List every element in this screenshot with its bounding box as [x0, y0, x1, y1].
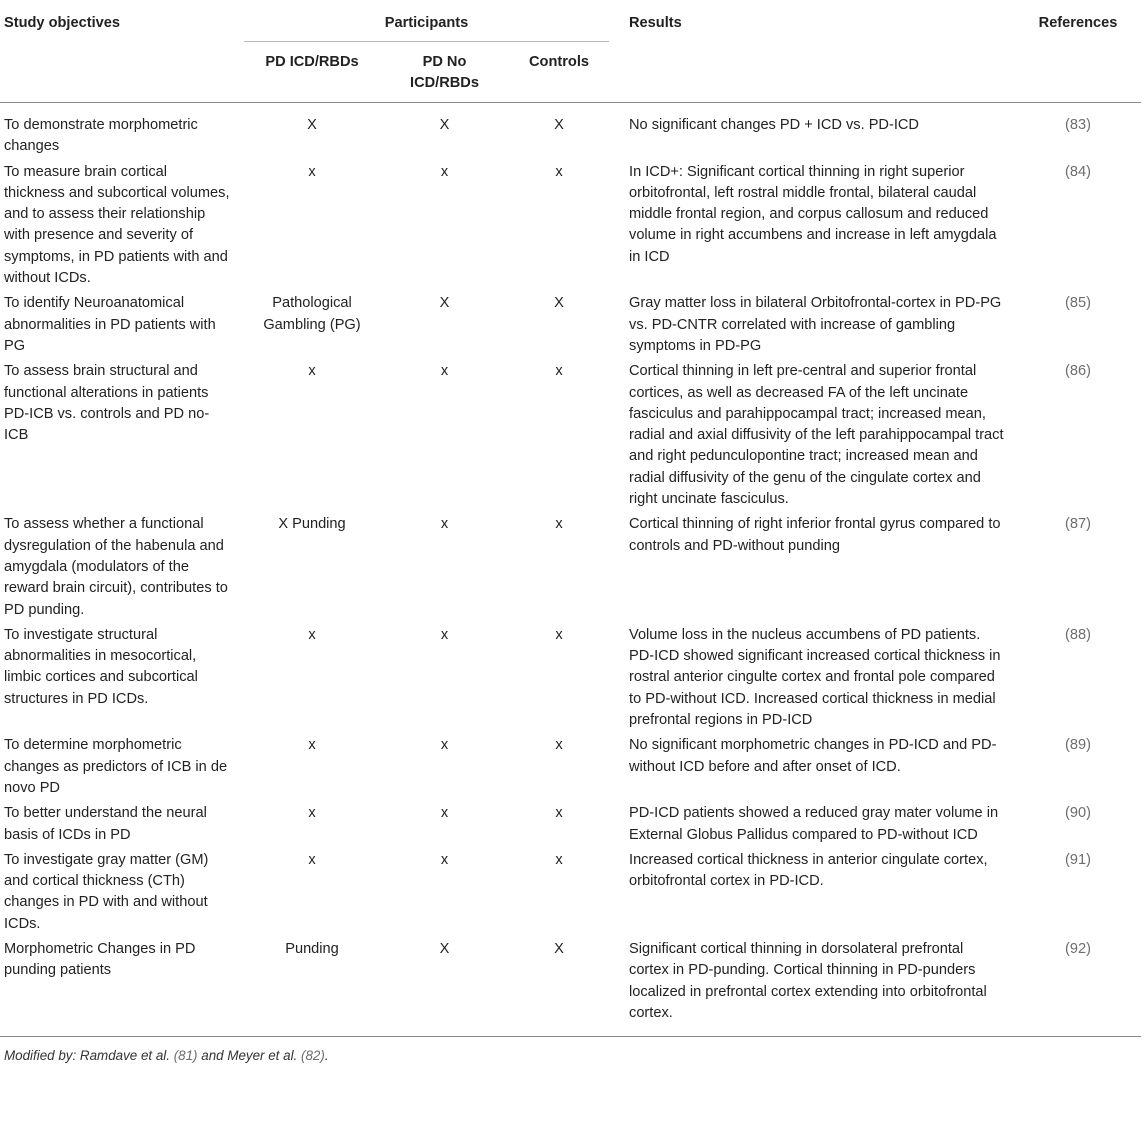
footnote-prefix: Modified by: Ramdave et al.: [4, 1048, 174, 1064]
cell-reference: [1015, 293, 1141, 361]
cell-objective: To demonstrate morphometric changes: [4, 117, 198, 155]
cell-pd-no-icd: X: [439, 295, 450, 312]
cell-controls: X: [554, 295, 564, 312]
cell-results: Cortical thinning of right inferior frontal gyrus compared to controls and PD-without punding: [629, 516, 1001, 554]
cell-pd-icd: X: [307, 117, 317, 133]
cell-pd-no-icd: X: [439, 117, 450, 133]
cell-pd-no-icd: x: [440, 805, 449, 822]
cell-results: Volume loss in the nucleus accumbens of PD patients. PD-ICD showed significant increased cortical thickness in rostral anterior cingulte cortex and frontal pole compared to PD-without ICD. Increased cortical thickness in medial prefrontal regions in PD-ICD: [629, 626, 1001, 729]
cell-objective: To assess whether a functional dysregulation of the habenula and amygdala (modulators of the reward brain circuit), contributes to PD punding.: [4, 516, 228, 618]
header-pd-icd: PD ICD/RBDs: [265, 54, 359, 70]
reference-link[interactable]: (89): [1065, 737, 1091, 754]
footnote-ref-81[interactable]: (81): [173, 1048, 198, 1064]
cell-reference: [1015, 514, 1141, 624]
cell-controls: x: [555, 516, 563, 533]
cell-reference: [1015, 162, 1141, 294]
cell-reference: [1015, 939, 1141, 1028]
cell-pd-no-icd: X: [439, 940, 450, 957]
cell-reference: [1015, 735, 1141, 803]
cell-objective: Morphometric Changes in PD punding patients: [4, 940, 196, 979]
table-row: [0, 939, 1141, 1028]
reference-link[interactable]: (85): [1065, 295, 1091, 312]
cell-pd-no-icd: x: [440, 363, 449, 380]
footnote-ref-82[interactable]: (82): [301, 1048, 325, 1064]
cell-reference: [1015, 850, 1141, 939]
footnote-middle: and Meyer et al.: [197, 1048, 301, 1064]
table-row: [0, 850, 1141, 939]
reference-link[interactable]: (84): [1065, 163, 1091, 180]
header-row-top: [0, 0, 1141, 42]
cell-pd-no-icd: x: [440, 737, 449, 754]
cell-objective: To determine morphometric changes as predictors of ICB in de novo PD: [4, 737, 228, 796]
cell-reference: [1015, 361, 1141, 514]
footnote-suffix: .: [324, 1048, 329, 1064]
cell-objective: To better understand the neural basis of ICDs in PD: [4, 805, 207, 843]
cell-reference: [1015, 625, 1141, 735]
reference-link[interactable]: (91): [1065, 851, 1091, 868]
reference-link[interactable]: (88): [1065, 626, 1091, 643]
cell-pd-icd: x: [308, 805, 316, 822]
header-participants: Participants: [244, 0, 609, 42]
cell-controls: x: [555, 805, 563, 822]
table-row: [0, 162, 1141, 294]
table-row: [0, 103, 1141, 162]
cell-results: PD-ICD patients showed a reduced gray mater volume in External Globus Pallidus compared to PD-without ICD: [629, 805, 999, 843]
cell-results: No significant changes PD + ICD vs. PD-ICD: [629, 117, 919, 133]
cell-pd-no-icd: x: [440, 851, 449, 868]
cell-pd-no-icd: x: [440, 163, 449, 180]
header-results: Results: [629, 15, 682, 31]
header-pd-no-icd: PD No ICD/RBDs: [410, 54, 479, 92]
cell-results: In ICD+: Significant cortical thinning in right superior orbitofrontal, left rostral middle frontal, bilateral caudal middle frontal region, and corpus callosum and reduced volume in right accumbens and increase in left amygdala in ICD: [629, 163, 997, 265]
table-row: [0, 361, 1141, 514]
cell-controls: x: [555, 851, 563, 868]
cell-reference: [1015, 803, 1141, 850]
cell-pd-icd: Pathological Gambling (PG): [263, 295, 361, 333]
cell-controls: X: [554, 940, 564, 957]
cell-pd-no-icd: x: [440, 516, 449, 533]
cell-controls: X: [554, 117, 564, 133]
cell-results: Cortical thinning in left pre-central and superior frontal cortices, as well as decreased FA of the left uncinate fasciculus and parahippocampal tract; increased mean, radial and axial diffusivity of the left parahippocampal tract and right pedunculopontine tract; increased mean and radial diffusivity of the genu of the cingulate cortex and right uncinate fasciculus.: [629, 363, 1004, 508]
cell-pd-icd: x: [308, 626, 316, 643]
cell-objective: To investigate gray matter (GM) and cortical thickness (CTh) changes in PD with and without ICDs.: [4, 851, 209, 932]
cell-controls: x: [555, 363, 563, 380]
reference-link[interactable]: (86): [1065, 363, 1091, 380]
cell-pd-icd: x: [308, 363, 316, 380]
cell-objective: To assess brain structural and functional alterations in patients PD-ICB vs. controls and PD no-ICB: [4, 363, 210, 444]
reference-link[interactable]: (90): [1065, 805, 1091, 822]
cell-controls: x: [555, 737, 563, 754]
cell-pd-icd: x: [308, 737, 316, 754]
cell-results: No significant morphometric changes in PD-ICD and PD-without ICD before and after onset of ICD.: [629, 737, 997, 775]
cell-pd-no-icd: x: [440, 626, 449, 643]
cell-reference: [1015, 103, 1141, 162]
table-row: [0, 514, 1141, 624]
cell-controls: x: [555, 626, 563, 643]
cell-pd-icd: x: [308, 163, 316, 180]
table-body: [0, 103, 1141, 1029]
cell-objective: To investigate structural abnormalities in mesocortical, limbic cortices and subcortical structures in PD ICDs.: [4, 626, 198, 707]
table-row: [0, 293, 1141, 361]
reference-link[interactable]: (83): [1065, 117, 1091, 133]
cell-pd-icd: X Punding: [278, 516, 346, 533]
table-row: [0, 803, 1141, 850]
header-references: References: [1038, 15, 1118, 31]
cell-results: Gray matter loss in bilateral Orbitofrontal-cortex in PD-PG vs. PD-CNTR correlated with increase of gambling symptoms in PD-PG: [629, 295, 1002, 354]
reference-link[interactable]: (87): [1065, 516, 1091, 533]
header-study-objectives: Study objectives: [4, 15, 120, 31]
cell-pd-icd: x: [308, 851, 316, 868]
reference-link[interactable]: (92): [1065, 940, 1091, 957]
table-footnote: [0, 1037, 1145, 1066]
cell-pd-icd: Punding: [285, 940, 339, 957]
cell-results: Significant cortical thinning in dorsolateral prefrontal cortex in PD-punding. Cortical thinning in PD-punders localized in prefrontal cortex extending into orbitofrontal cortex.: [629, 940, 987, 1021]
table-row: [0, 625, 1141, 735]
table-row: [0, 735, 1141, 803]
cell-objective: To measure brain cortical thickness and subcortical volumes, and to assess their relationship with presence and severity of symptoms, in PD patients with and without ICDs.: [4, 163, 230, 287]
cell-objective: To identify Neuroanatomical abnormalities in PD patients with PG: [4, 295, 216, 354]
header-controls: Controls: [529, 54, 589, 70]
cell-controls: x: [555, 163, 563, 180]
cell-results: Increased cortical thickness in anterior cingulate cortex, orbitofrontal cortex in PD-ICD.: [629, 851, 988, 890]
